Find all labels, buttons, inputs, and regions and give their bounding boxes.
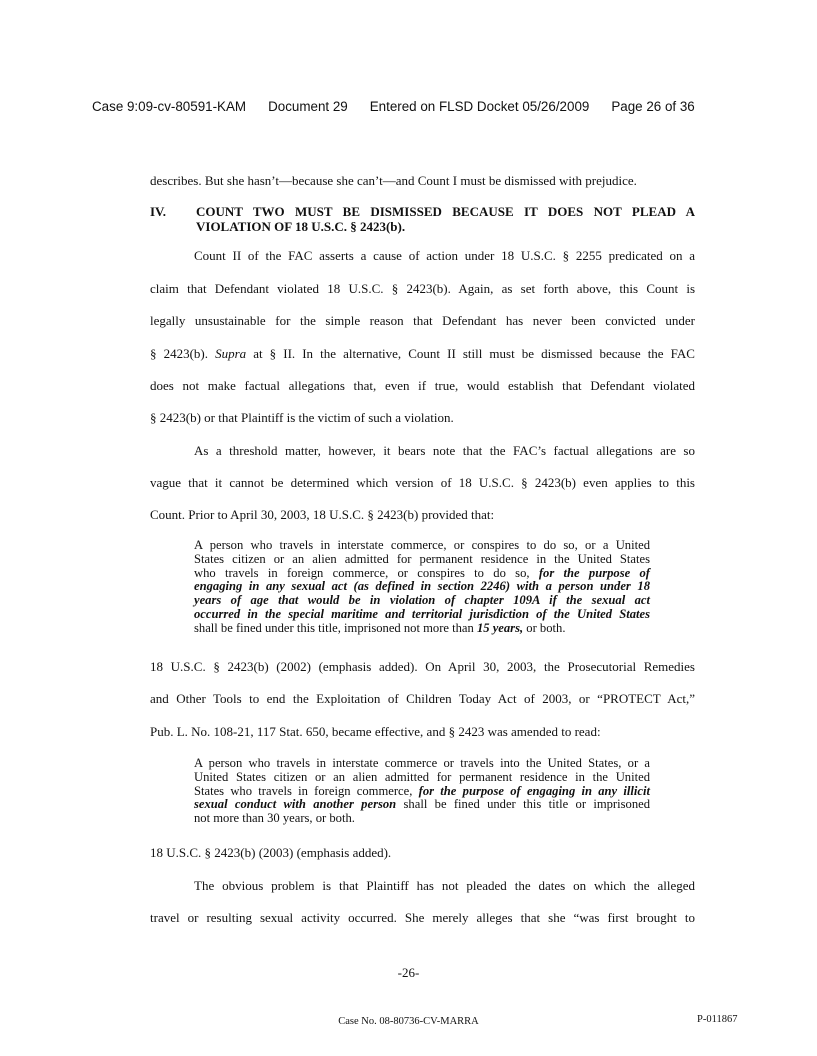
text-run: who travels in foreign commerce, or conspires to do so, — [194, 565, 530, 580]
quote-line: States citizen or an alien admitted for permanent residence in the United States — [194, 551, 650, 566]
emphasis-run: for the purpose of — [538, 565, 650, 580]
body-line: Count. Prior to April 30, 2003, 18 U.S.C. § 2423(b) provided that: — [150, 507, 495, 522]
body-line: Count II of the FAC asserts a cause of action under 18 U.S.C. § 2255 predicated on a — [194, 248, 695, 263]
quote-line: not more than 30 years, or both. — [194, 811, 355, 826]
quote-line — [194, 567, 650, 581]
body-line: and Other Tools to end the Exploitation of Children Today Act of 2003, or “PROTECT Act,” — [150, 691, 695, 706]
quote-line: A person who travels in interstate commerce, or conspires to do so, or a United — [194, 538, 650, 552]
quote-line — [194, 785, 650, 799]
quote-line: engaging in any sexual act (as defined in section 2246) with a person under 18 — [194, 579, 650, 594]
block-quote — [194, 757, 650, 826]
emphasis-run: 15 years, — [476, 620, 524, 635]
page-number: -26- — [397, 965, 420, 980]
body-line: claim that Defendant violated 18 U.S.C. § 2423(b). Again, as set forth above, this Count is — [150, 281, 695, 296]
section-title-line: VIOLATION OF 18 U.S.C. § 2423(b). — [196, 219, 406, 234]
body-line: 18 U.S.C. § 2423(b) (2003) (emphasis added). — [150, 845, 392, 860]
ecf-header — [92, 99, 752, 114]
quote-line — [194, 798, 650, 812]
emphasis-run: for the purpose of engaging in any illicit — [418, 783, 650, 798]
text-run: or both. — [526, 620, 566, 635]
body-line: 18 U.S.C. § 2423(b) (2002) (emphasis added). On April 30, 2003, the Prosecutorial Remedies — [150, 659, 695, 674]
text-run: § 2423(b). — [150, 346, 208, 361]
body-line: Pub. L. No. 108-21, 117 Stat. 650, became effective, and § 2423 was amended to read: — [150, 724, 601, 739]
body-line: vague that it cannot be determined which version of 18 U.S.C. § 2423(b) even applies to this — [150, 475, 695, 490]
header-page-count: Page 26 of 36 — [611, 99, 695, 114]
body-line: As a threshold matter, however, it bears note that the FAC’s factual allegations are so — [194, 443, 695, 458]
header-docket-entry: Entered on FLSD Docket 05/26/2009 — [369, 99, 590, 114]
quote-line — [194, 622, 650, 636]
header-document-number: Document 29 — [268, 99, 348, 114]
body-line: The obvious problem is that Plaintiff has not pleaded the dates on which the alleged — [194, 878, 695, 893]
footer-case-number: Case No. 08-80736-CV-MARRA — [338, 1016, 479, 1027]
block-quote — [194, 539, 650, 636]
quote-line: United States citizen or an alien admitted for permanent residence in the United — [194, 769, 650, 784]
text-run: shall be fined under this title or imprisoned — [403, 797, 651, 812]
body-line: legally unsustainable for the simple reason that Defendant has never been convicted under — [150, 313, 695, 328]
body-line: does not make factual allegations that, even if true, would establish that Defendant violated — [150, 378, 695, 393]
section-number: IV. — [150, 204, 167, 219]
text-run: shall be fined under this title, imprisoned not more than — [194, 620, 474, 635]
body-line — [150, 346, 695, 361]
emphasis-run: sexual conduct with another person — [194, 797, 397, 812]
body-line: § 2423(b) or that Plaintiff is the victim of such a violation. — [150, 410, 454, 425]
bates-number: P-011867 — [697, 1014, 738, 1025]
text-run: States who travels in foreign commerce, — [194, 783, 413, 798]
body-line: travel or resulting sexual activity occurred. She merely alleges that she “was first brought to — [150, 910, 695, 925]
text-run: at § II. In the alternative, Count II still must be dismissed because the FAC — [253, 346, 695, 361]
italic-run: Supra — [215, 346, 247, 361]
quote-line: A person who travels in interstate commerce or travels into the United States, or a — [194, 756, 650, 770]
header-case-number: Case 9:09-cv-80591-KAM — [92, 99, 247, 114]
quote-line: years of age that would be in violation of chapter 109A if the sexual act — [194, 593, 650, 608]
section-title-line: COUNT TWO MUST BE DISMISSED BECAUSE IT DOES NOT PLEAD A — [196, 204, 695, 219]
body-line: describes. But she hasn’t—because she can’t—and Count I must be dismissed with prejudice. — [150, 173, 637, 188]
quote-line: occurred in the special maritime and territorial jurisdiction of the United States — [194, 606, 650, 621]
